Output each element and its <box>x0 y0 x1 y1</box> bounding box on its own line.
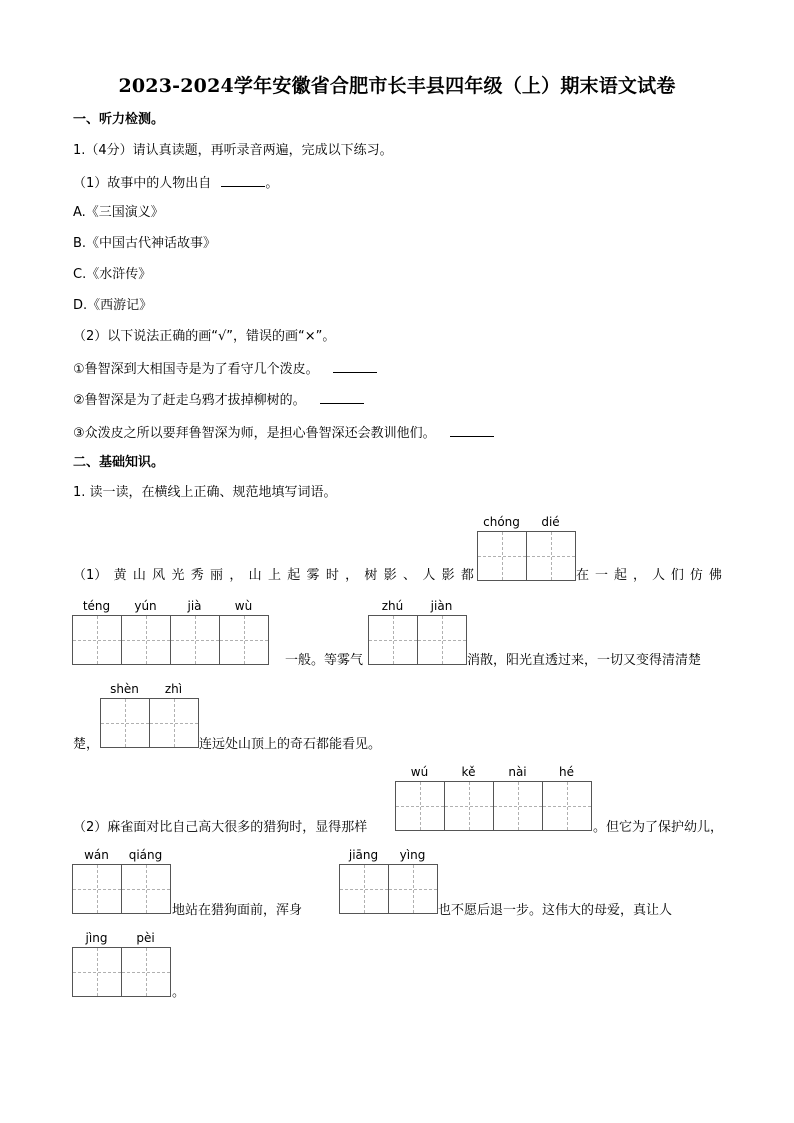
answer-blank[interactable] <box>333 360 377 373</box>
question-2-stem: 1. 读一读，在横线上正确、规范地填写词语。 <box>73 485 337 500</box>
paragraph-2-line-2-mid: 地站在猎狗面前，浑身 <box>172 903 303 918</box>
paragraph-1-line-2-tail: 消散，阳光直透过来，一切又变得清清楚 <box>467 653 702 668</box>
page-title: 2023-2024学年安徽省合肥市长丰县四年级（上）期末语文试卷 <box>118 75 676 97</box>
statement-2: ②鲁智深是为了赶走乌鸦才拔掉柳树的。 <box>73 391 364 409</box>
answer-blank[interactable] <box>221 174 265 187</box>
option-c: C.《水浒传》 <box>73 267 152 282</box>
option-d: D.《西游记》 <box>73 298 153 313</box>
statement-3: ③众泼皮之所以要拜鲁智深为师，是担心鲁智深还会教训他们。 <box>73 424 494 442</box>
statement-1: ①鲁智深到大相国寺是为了看守几个泼皮。 <box>73 360 377 378</box>
paragraph-1-line-1-tail: 在 一 起 ， 人 们 仿 佛 <box>576 568 722 583</box>
paragraph-1-line-2-mid: 一般。等雾气 <box>285 653 364 668</box>
option-b: B.《中国古代神话故事》 <box>73 236 217 251</box>
paragraph-1-line-3-tail: 连远处山顶上的奇石都能看见。 <box>199 737 382 752</box>
question-1-sub1: （1）故事中的人物出自 。 <box>73 176 279 191</box>
paragraph-1-line-1-head: （1） 黄 山 风 光 秀 丽 ， 山 上 起 雾 时 ， 树 影 、 人 影 都 <box>73 568 474 583</box>
answer-blank[interactable] <box>450 424 494 437</box>
section-heading-basics: 二、基础知识。 <box>73 455 165 470</box>
paragraph-2-line-1-head: （2）麻雀面对比自己高大很多的猎狗时，显得那样 <box>73 820 368 835</box>
paragraph-2-line-2-tail: 也不愿后退一步。这伟大的母爱，真让人 <box>438 903 673 918</box>
answer-blank[interactable] <box>320 391 364 404</box>
paragraph-2-line-1-tail: 。但它为了保护幼儿， <box>593 820 724 835</box>
question-1-stem: 1.（4分）请认真读题，再听录音两遍，完成以下练习。 <box>73 143 393 158</box>
section-heading-listening: 一、听力检测。 <box>73 112 165 127</box>
question-1-sub2: （2）以下说法正确的画“√”，错误的画“×”。 <box>73 329 336 344</box>
paragraph-1-line-3-head: 楚， <box>73 737 100 752</box>
option-a: A.《三国演义》 <box>73 205 164 220</box>
paragraph-2-line-3-tail: 。 <box>172 985 186 1000</box>
